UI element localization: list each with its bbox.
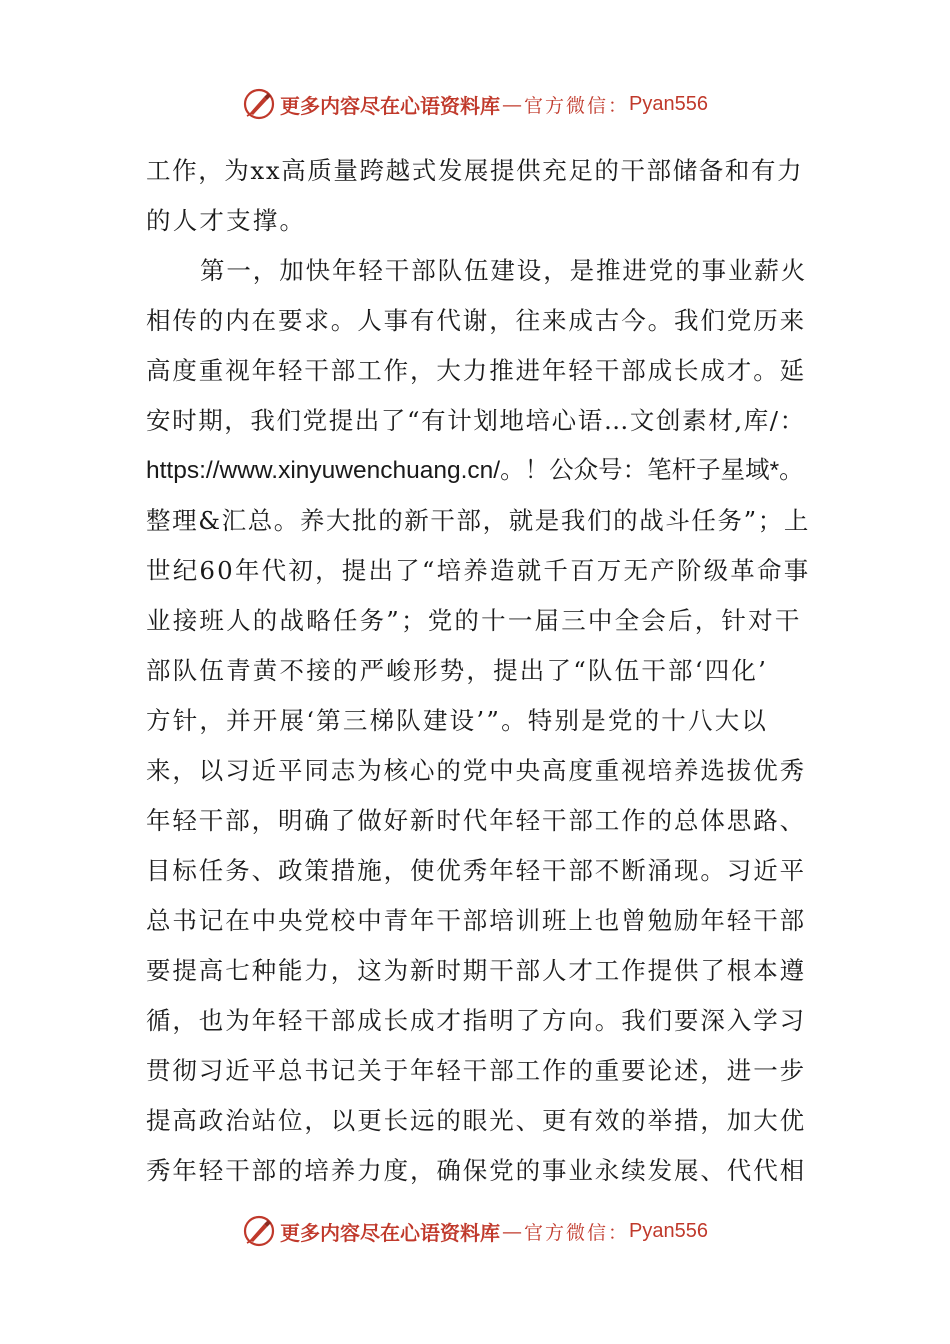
text-line: 来，以习近平同志为核心的党中央高度重视培养选拔优秀 [146,756,806,785]
text-line: 世纪60年代初，提出了“培养造就千百万无产阶级革命事 [146,556,811,585]
pen-logo-icon [242,1214,276,1248]
footer-wechat-id: Pyan556 [629,1219,708,1242]
paragraph-start-line: 第一，加快年轻干部队伍建设，是推进党的事业薪火 [200,256,808,285]
text-line: 工作，为xx高质量跨越式发展提供充足的干部储备和有力 [146,156,804,185]
text-line: 年轻干部，明确了做好新时代年轻干部工作的总体思路、 [146,806,806,835]
text-line: 安时期，我们党提出了“有计划地培心语…文创素材,库/： [146,406,806,435]
text-line: 贯彻习近平总书记关于年轻干部工作的重要论述，进一步 [146,1056,806,1085]
text-line: 总书记在中央党校中青年干部培训班上也曾勉励年轻干部 [146,906,806,935]
text-line: 秀年轻干部的培养力度，确保党的事业永续发展、代代相 [146,1156,806,1185]
footer-site-text: 更多内容尽在心语资料库 [280,1220,500,1245]
text-line: 提高政治站位，以更长远的眼光、更有效的举措，加大优 [146,1106,806,1135]
text-line: 相传的内在要求。人事有代谢，往来成古今。我们党历来 [146,306,806,335]
pen-logo-icon [242,87,276,121]
text-line: 要提高七种能力，这为新时期干部人才工作提供了根本遵 [146,956,806,985]
header-watermark-banner [0,84,950,124]
footer-wechat-label: 官方微信： [524,1221,630,1244]
text-line: 方针，并开展‘第三梯队建设’”。特别是党的十八大以 [146,706,769,735]
text-line: 业接班人的战略任务”；党的十一届三中全会后，针对干 [146,606,802,635]
text-line: 的人才支撑。 [146,206,307,235]
text-line: 高度重视年轻干部工作，大力推进年轻干部成长成才。延 [146,356,806,385]
text-line: 部队伍青黄不接的严峻形势，提出了“队伍干部‘四化’ [146,656,769,685]
text-line: 整理&汇总。养大批的新干部，就是我们的战斗任务”；上 [146,506,810,535]
document-body [146,146,810,1196]
url-line: https://www.xinyuwenchuang.cn/。！公众号：笔杆子星域*。 [146,457,804,484]
header-wechat-label: 官方微信： [524,94,630,117]
header-site-text: 更多内容尽在心语资料库 [280,93,500,118]
text-line: 目标任务、政策措施，使优秀年轻干部不断涌现。习近平 [146,856,806,885]
footer-separator: — [502,1219,522,1243]
text-line: 循，也为年轻干部成长成才指明了方向。我们要深入学习 [146,1006,806,1035]
header-wechat-id: Pyan556 [629,92,708,115]
footer-watermark-banner [0,1211,950,1251]
header-separator: — [502,92,522,116]
